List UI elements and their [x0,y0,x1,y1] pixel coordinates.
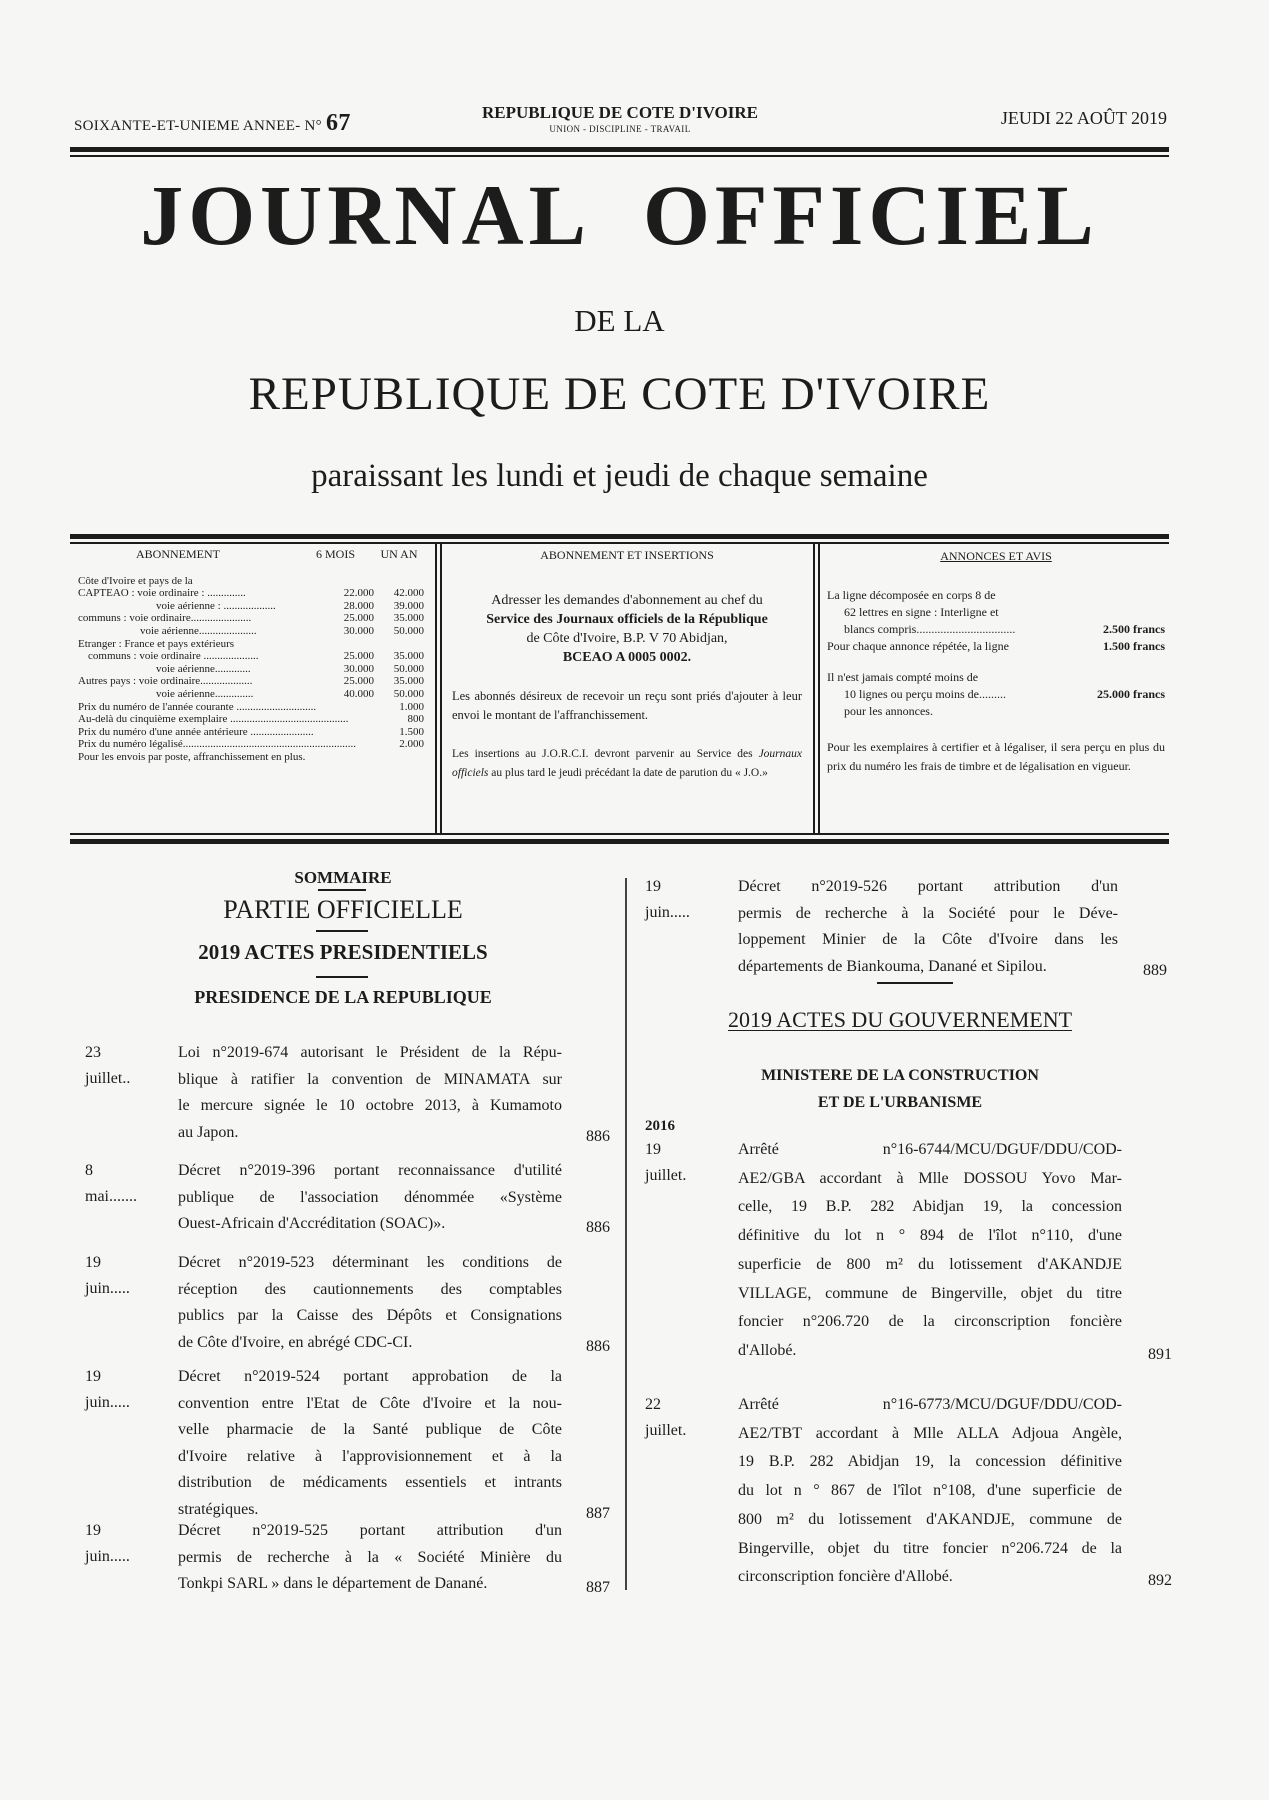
annonces-l4: Pour chaque annonce répétée, la ligne [827,639,1009,653]
infobox-bottom-rule [70,839,1169,844]
entry-text-line: Arrêté n°16-6744/MCU/DGUF/DDU/COD- [738,1141,1122,1158]
masthead-word-journal: JOURNAL [140,167,591,263]
abonnement-row-label: communs : voie ordinaire...................... [78,612,252,625]
frequency-line: paraissant les lundi et jeudi de chaque semaine [311,458,928,494]
masthead-republic: REPUBLIQUE DE COTE D'IVOIRE [248,368,991,420]
entry-text-line: blique à ratifier la convention de MINAMATA sur [178,1070,562,1088]
entry-text-line: publics par la Caisse des Dépôts et Consignations [178,1307,562,1324]
insertions-header: ABONNEMENT ET INSERTIONS [540,548,714,562]
annonces-l5: Il n'est jamais compté moins de [827,670,979,684]
partie-officielle: PARTIE OFFICIELLE [223,895,463,924]
insertions-p2: Les abonnés désireux de recevoir un reçu sont priés d'ajouter à leur envoi le montant de l'affranchissement. [452,689,802,722]
entry-text-line: d'Allobé. [738,1341,797,1359]
entry-text-line: Décret n°2019-396 portant reconnaissance d'utilité [178,1162,562,1179]
abonnement-row-price: 800 [407,713,424,726]
entry-text-line: réception des cautionnements des comptables [178,1280,562,1298]
infobox-divider-1b [440,544,442,834]
infobox-divider-1 [435,544,437,834]
abonnement-table [78,548,424,764]
entry-text-line: de Côte d'Ivoire, en abrégé CDC-CI. [178,1333,413,1351]
sommaire-title: SOMMAIRE [294,868,392,887]
abonnement-header: ABONNEMENT [136,547,220,561]
annonces-l2: 62 lettres en signe : Interligne et [844,605,999,619]
issue-date: JEUDI 22 AOÛT 2019 [1000,108,1167,128]
header-rule-thick [70,147,1169,152]
entry-text-line: celle, 19 B.P. 282 Abidjan 19, la concession [738,1198,1122,1216]
entry-date: 22 juillet. [645,1396,687,1439]
entry-text-line: Décret n°2019-526 portant attribution d'un [738,878,1118,895]
abonnement-row-unan: 50.000 [393,624,424,637]
ministere-line-1: MINISTERE DE LA CONSTRUCTION [761,1067,1039,1084]
abonnement-row-label: Autres pays : voie ordinaire................... [78,675,253,688]
entry-text-line: le mercure signée le 10 octobre 2013, à Kumamoto [178,1097,562,1114]
abonnement-row-6mois: 40.000 [343,687,374,700]
abonnement-row-6mois: 28.000 [343,599,374,612]
country-header [440,103,800,134]
abonnement-intro: Côte d'Ivoire et pays de la [78,574,193,587]
entry-text-line: Arrêté n°16-6773/MCU/DGUF/DDU/COD- [738,1396,1122,1413]
infobox-bottom-rule-thin [70,833,1169,835]
abonnement-row [78,713,424,726]
entry-page-number: 886 [586,1127,610,1145]
annonces-l7: pour les annonces. [844,704,933,718]
actes-presidentiels: 2019 ACTES PRESIDENTIELS [198,940,488,964]
annonces-v6: 25.000 francs [1097,687,1165,701]
infobox-divider-2 [813,544,815,834]
entry-text-line: Loi n°2019-674 autorisant le Président de la Répu- [178,1044,562,1061]
abonnement-row-6mois: 30.000 [343,662,374,675]
entry-date: 8 mai....... [85,1162,137,1205]
entry-text-line: distribution de médicaments essentiels et intrants [178,1474,562,1491]
entry-text-line: d'Ivoire relative à l'approvisionnement et à la [178,1447,562,1465]
insertions-block [452,548,802,797]
entry-text-line: AE2/GBA accordant à Mlle DOSSOU Yovo Mar- [738,1169,1122,1187]
masthead-de-la: DE LA [574,303,665,338]
entry-date: 19 juin..... [645,878,690,921]
presidence-heading: PRESIDENCE DE LA REPUBLIQUE [194,987,492,1007]
abonnement-footer: Pour les envois par poste, affranchissement en plus. [78,750,306,763]
entry-text-line: convention entre l'Etat de Côte d'Ivoire et la nou- [178,1394,562,1412]
abonnement-row-label: Au-delà du cinquième exemplaire ........................................... [78,713,349,726]
insertions-address [452,591,802,667]
abonnement-row-unan: 42.000 [393,587,424,600]
annonces-legal: Pour les exemplaires à certifier et à légaliser, il sera perçu en plus du prix du numéro les frais de timbre et de légalisation en vigueur. [827,740,1165,773]
entry-text-line: du lot n ° 867 de l'îlot n°108, d'une superficie de [738,1482,1122,1500]
actes-gouvernement-text: 2019 ACTES DU GOUVERNEMENT [727,1007,1073,1032]
abonnement-row-unan: 35.000 [393,612,424,625]
annonces-v3: 2.500 francs [1103,622,1165,636]
masthead-title [70,167,1169,263]
annonces-l1: La ligne décomposée en corps 8 de [827,588,996,602]
insertions-p3b: au plus tard le jeudi précédant la date de parution du « J.O.» [491,767,768,779]
entry-page-number: 886 [586,1337,610,1355]
entry-text-line: Décret n°2019-524 portant approbation de la [178,1368,562,1385]
ministere-line-2: ET DE L'URBANISME [817,1094,983,1111]
abonnement-row-price: 2.000 [399,738,424,751]
year-2016: 2016 [645,1118,675,1134]
abonnement-row-label: voie aérienne : ................... [156,599,276,612]
abonnement-row-label: voie aérienne..................... [140,624,257,637]
entry-text-line: 800 m² du lotissement d'AKANDJE, commune de [738,1510,1122,1528]
abonnement-row-price: 1.000 [399,700,424,713]
abonnement-row [78,738,424,751]
entry-text-line: au Japon. [178,1123,239,1141]
abonnement-row-label: Prix du numéro légalisé............................................................... [78,738,357,751]
abonnement-row [78,625,424,638]
annonces-row-6 [827,686,1165,703]
abonnement-etranger: Etranger : France et pays extérieurs [78,637,235,650]
abonnement-row-label: voie aérienne.............. [156,687,254,700]
insertions-p1a: Adresser les demandes d'abonnement au chef du [491,593,763,608]
year-label: SOIXANTE-ET-UNIEME ANNEE- N° [74,118,322,134]
abonnement-head [78,548,424,561]
ministere-heading [630,1062,1170,1116]
entry-text-line: VILLAGE, commune de Bingerville, objet du titre [738,1284,1122,1302]
abonnement-row-6mois: 25.000 [343,650,374,663]
entry-page-number: 886 [586,1219,610,1236]
entry-page-number: 887 [586,1504,610,1522]
insertions-p3-em: Journaux officiels [452,748,802,779]
abonnement-row-unan: 39.000 [393,599,424,612]
annonces-row-3 [827,621,1165,638]
insertions-p1c: de Côte d'Ivoire, B.P. V 70 Abidjan, [526,631,728,646]
abonnement-row-unan: 50.000 [393,687,424,700]
annonces-header: ANNONCES ET AVIS [940,549,1052,563]
abonnement-row [78,688,424,701]
abonnement-row [78,663,424,676]
motto: UNION - DISCIPLINE - TRAVAIL [549,124,691,134]
abonnement-row [78,675,424,688]
abonnement-row-label: communs : voie ordinaire .................... [88,650,259,663]
abonnement-row-unan: 35.000 [393,675,424,688]
entry-text-line: AE2/TBT accordant à Mlle ALLA Adjoua Angèle, [738,1424,1122,1442]
entry-date: 19 juin..... [85,1254,130,1297]
infobox-top-rule-thin [70,542,1169,544]
entry-text-line: départements de Biankouma, Danané et Sipilou. [738,957,1047,975]
masthead-word-officiel: OFFICIEL [642,167,1099,263]
annonces-l6: 10 lignes ou perçu moins de......... [844,687,1006,701]
insertions-p1d: BCEAO A 0005 0002. [562,650,692,665]
country-name: REPUBLIQUE DE COTE D'IVOIRE [482,103,758,122]
entry-text-line: Tonkpi SARL » dans le département de Danané. [178,1575,488,1592]
entry-text-line: Bingerville, objet du titre foncier n°206.724 de la [738,1539,1122,1557]
entry-text-line: publique de l'association dénommée «Système [178,1188,562,1206]
insertions-p1b: Service des Journaux officiels de la République [486,612,768,627]
sommaire-rule [318,889,366,891]
header-rule-thin [70,155,1169,157]
entry-date: 19 juin..... [85,1522,130,1565]
abonnement-row-label: CAPTEAO : voie ordinaire : .............. [78,587,246,600]
infobox-top-rule [70,534,1169,539]
entry-page-number: 892 [1148,1572,1172,1590]
abonnement-row-unan: 35.000 [393,650,424,663]
abonnement-row-unan: 50.000 [393,662,424,675]
entry-date: 23 juillet.. [85,1044,131,1087]
insertions-p3 [452,745,802,783]
actes-gouvernement [630,1007,1170,1033]
abonnement-row [78,587,424,600]
entry-page-number: 887 [586,1579,610,1596]
abonnement-row-label: Prix du numéro de l'année courante ............................. [78,700,317,713]
issue-number: 67 [326,110,351,136]
entry-date: 19 juin..... [85,1368,130,1411]
entry-page-number: 891 [1148,1345,1172,1363]
entry-text-line: circonscription foncière d'Allobé. [738,1568,953,1586]
entry-date: 19 juillet. [645,1141,687,1184]
entry-text-line: superficie de 800 m² du lotissement d'AKANDJE [738,1255,1122,1273]
actes-rule [316,976,368,978]
col-6mois: 6 MOIS [316,547,356,561]
abonnement-row-6mois: 25.000 [343,612,374,625]
entry-text-line: velle pharmacie de la Santé publique de Côte [178,1421,562,1438]
abonnement-row-label: voie aérienne............. [156,662,251,675]
annonces-l3: blancs compris................................. [844,622,1016,636]
col-unan: UN AN [380,547,418,561]
entry-text-line: Décret n°2019-523 déterminant les conditions de [178,1254,562,1271]
entry-text-line: permis de recherche à la « Société Minière du [178,1548,562,1566]
annonces-block [827,548,1165,776]
abonnement-row-6mois: 22.000 [343,587,374,600]
abonnement-row [78,600,424,613]
abonnement-row [78,701,424,714]
partie-rule [316,930,368,932]
right-first-rule [877,982,953,984]
insertions-p3a: Les insertions au J.O.R.C.I. devront parvenir au Service des [452,748,753,760]
abonnement-row [78,612,424,625]
annonces-row-4 [827,638,1165,655]
entry-page-number: 889 [1143,961,1167,979]
entry-text-line: définitive du lot n ° 894 de l'îlot n°110, d'une [738,1227,1122,1245]
abonnement-row [78,650,424,663]
entry-text-line: foncier n°206.720 de la circonscription foncière [738,1313,1122,1331]
abonnement-row-6mois: 25.000 [343,675,374,688]
issue-label [74,110,351,137]
abonnement-row [78,726,424,739]
entry-text-line: stratégiques. [178,1500,259,1518]
entry-text-line: Ouest-Africain d'Accréditation (SOAC)». [178,1215,446,1232]
entry-text-line: 19 B.P. 282 Abidjan 19, la concession définitive [738,1453,1122,1471]
infobox-divider-2b [818,544,820,834]
entry-text-line: loppement Minier de la Côte d'Ivoire dans les [738,931,1118,948]
abonnement-row-label: Prix du numéro d'une année antérieure ....................... [78,725,314,738]
abonnement-row-6mois: 30.000 [343,624,374,637]
entry-text-line: permis de recherche à la Société pour le Déve- [738,904,1118,922]
entry-text-line: Décret n°2019-525 portant attribution d'un [178,1522,562,1539]
column-rule [625,878,627,1590]
abonnement-row-price: 1.500 [399,725,424,738]
annonces-v4: 1.500 francs [1103,639,1165,653]
